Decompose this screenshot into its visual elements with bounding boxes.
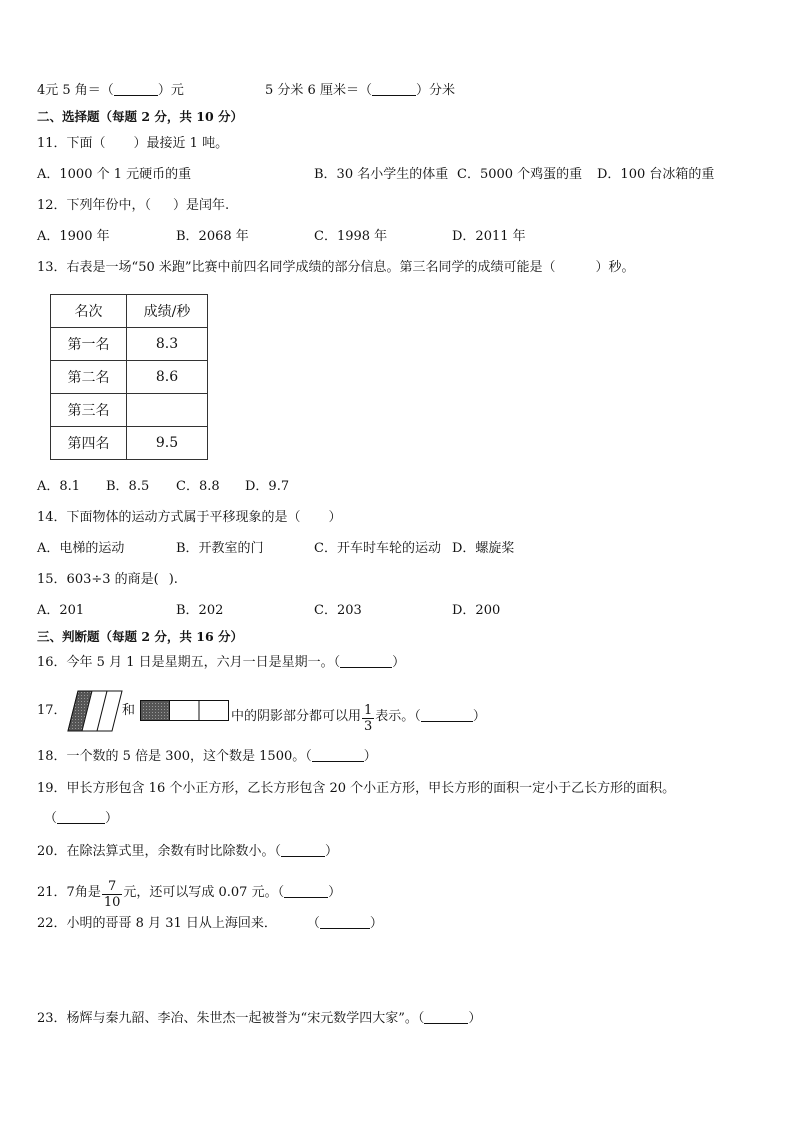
option-11-d[interactable]: D．100 台冰箱的重 — [597, 167, 715, 182]
option-13-a[interactable]: A．8.1 — [37, 479, 81, 494]
table-row — [51, 427, 208, 460]
question-19-answer: （ ） — [44, 811, 119, 826]
option-12-a[interactable]: A．1900 年 — [37, 229, 110, 244]
option-11-a[interactable]: A．1000 个 1 元硬币的重 — [37, 167, 192, 182]
table-row — [51, 361, 208, 394]
answer-blank[interactable] — [421, 709, 473, 722]
question-20: 20．在除法算式里，余数有时比除数小。（ ） — [37, 844, 339, 859]
answer-blank[interactable] — [340, 655, 392, 668]
answer-blank[interactable] — [281, 844, 325, 857]
section-heading-true-false: 三、判断题（每题 2 分，共 16 分） — [37, 629, 244, 644]
option-13-d[interactable]: D．9.7 — [245, 479, 290, 494]
answer-blank[interactable] — [372, 83, 416, 96]
question-unit-conversion-yuan: 4元 5 角＝（ ）元 — [37, 83, 184, 98]
question-17-and: 和 — [122, 703, 136, 718]
question-21: 21．7角是 $\frac{7}{10}$ 元，还可以写成 0.07 元。（ ） — [37, 879, 342, 910]
question-unit-conversion-decimeter: 5 分米 6 厘米＝（ ）分米 — [265, 83, 455, 98]
table-cell-time — [127, 394, 208, 427]
table-cell-time: 8.6 — [127, 361, 208, 394]
question-12: 12．下列年份中，（ ）是闰年. — [37, 198, 230, 213]
answer-blank[interactable] — [320, 916, 370, 929]
table-cell-time: 8.3 — [127, 328, 208, 361]
question-23: 23．杨辉与秦九韶、李冶、朱世杰一起被誉为“宋元数学四大家”。（ ） — [37, 1011, 482, 1026]
question-17-text: 中的阴影部分都可以用 $\frac{1}{3}$ 表示。（ ） — [231, 703, 486, 734]
table-cell-rank: 第一名 — [51, 328, 127, 361]
table-row — [51, 394, 208, 427]
table-cell-rank: 第四名 — [51, 427, 127, 460]
option-12-c[interactable]: C．1998 年 — [314, 229, 388, 244]
answer-blank[interactable] — [424, 1011, 468, 1024]
table-cell-time: 9.5 — [127, 427, 208, 460]
option-15-c[interactable]: C．203 — [314, 603, 362, 618]
option-13-c[interactable]: C．8.8 — [176, 479, 220, 494]
question-22: 22．小明的哥哥 8 月 31 日从上海回来． （ ） — [37, 916, 383, 931]
option-15-b[interactable]: B．202 — [176, 603, 224, 618]
option-15-a[interactable]: A．201 — [37, 603, 85, 618]
table-row — [51, 328, 208, 361]
option-12-d[interactable]: D．2011 年 — [452, 229, 526, 244]
answer-blank[interactable] — [284, 885, 328, 898]
table-cell-rank: 第二名 — [51, 361, 127, 394]
question-17-number: 17． — [37, 703, 67, 718]
answer-blank[interactable] — [114, 83, 158, 96]
question-15: 15．603÷3 的商是( ). — [37, 572, 178, 587]
question-14: 14．下面物体的运动方式属于平移现象的是（ ） — [37, 510, 342, 525]
question-11: 11．下面（ ）最接近 1 吨。 — [37, 136, 229, 151]
table-header-time: 成绩/秒 — [127, 295, 208, 328]
table-cell-rank: 第三名 — [51, 394, 127, 427]
section-heading-multiple-choice: 二、选择题（每题 2 分，共 10 分） — [37, 109, 244, 124]
answer-blank[interactable] — [57, 811, 105, 824]
option-14-a[interactable]: A．电梯的运动 — [37, 541, 125, 556]
option-11-b[interactable]: B．30 名小学生的体重 — [314, 167, 449, 182]
table-header-rank: 名次 — [51, 295, 127, 328]
fraction-one-third: $\frac{1}{3}$ — [364, 703, 373, 734]
fraction-seven-tenths: $\frac{7}{10}$ — [103, 879, 121, 910]
option-14-c[interactable]: C．开车时车轮的运动 — [314, 541, 441, 556]
option-14-d[interactable]: D．螺旋桨 — [452, 541, 515, 556]
parallelogram-figure — [66, 689, 124, 733]
option-12-b[interactable]: B．2068 年 — [176, 229, 249, 244]
option-15-d[interactable]: D．200 — [452, 603, 501, 618]
table-header-row — [51, 295, 208, 328]
answer-blank[interactable] — [312, 749, 364, 762]
question-16: 16．今年 5 月 1 日是星期五，六月一日是星期一。（ ） — [37, 655, 406, 670]
question-19: 19．甲长方形包含 16 个小正方形，乙长方形包含 20 个小正方形，甲长方形的面积一定小于乙长方形的面积。 — [37, 781, 676, 796]
question-13: 13．右表是一场“50 米跑”比赛中前四名同学成绩的部分信息。第三名同学的成绩可能是（ ）秒。 — [37, 260, 635, 275]
option-14-b[interactable]: B．开教室的门 — [176, 541, 264, 556]
question-18: 18．一个数的 5 倍是 300，这个数是 1500。（ ） — [37, 749, 377, 764]
option-11-c[interactable]: C．5000 个鸡蛋的重 — [457, 167, 583, 182]
option-13-b[interactable]: B．8.5 — [106, 479, 150, 494]
race-results-table — [50, 294, 208, 460]
bar-figure — [140, 700, 230, 722]
